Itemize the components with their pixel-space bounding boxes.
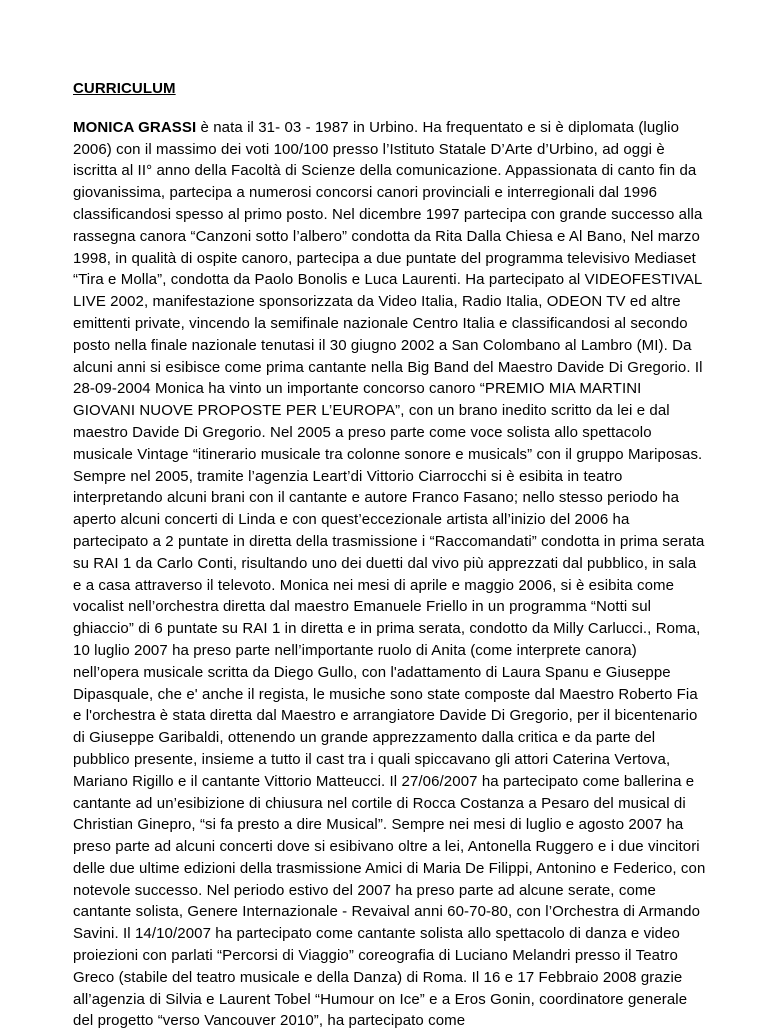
body-paragraph: è nata il 31- 03 - 1987 in Urbino. Ha frequentato e si è diplomata (luglio 2006) con il massimo dei voti 100/100 presso l’Istituto Statale D’Arte d’Urbino, ad oggi è iscritta al II° anno della Facoltà di Scienze della comunicazione. Appassionata di canto fin da giovanissima, partecipa a numerosi concorsi canori provinciali e interregionali dal 1996 classificandosi spesso al primo posto. Nel dicembre 1997 partecipa con grande successo alla rassegna canora “Canzoni sotto l’albero” condotta da Rita Dalla Chiesa e Al Bano, Nel marzo 1998, in qualità di ospite canoro, partecipa a due puntate del programma televisivo Mediaset “Tira e Molla”, condotta da Paolo Bonolis e Luca Laurenti. Ha partecipato al VIDEOFESTIVAL LIVE 2002, manifestazione sponsorizzata da Video Italia, Radio Italia, ODEON TV ed altre emittenti private, vincendo la semifinale nazionale Centro Italia e classificandosi al secondo posto nella finale nazionale tenutasi il 30 giugno 2002 a San Colombano al Lambro (MI). Da alcuni anni si esibisce come prima cantante nella Big Band del Maestro Davide Di Gregorio. Il 28-09-2004 Monica ha vinto un importante concorso canoro “PREMIO MIA MARTINI GIOVANI NUOVE PROPOSTE PER L’EUROPA”, con un brano inedito scritto da lei e dal maestro Davide Di Gregorio. Nel 2005 a preso parte come voce solista allo spettacolo musicale Vintage “itinerario musicale tra colonne sonore e musicals” con il gruppo Mariposas. Sempre nel 2005, tramite l’agenzia Leart’di Vittorio Ciarrocchi si è esibita in teatro interpretando alcuni brani con il cantante e autore Franco Fasano; nello stesso periodo ha aperto alcuni concerti di Linda e con quest’eccezionale artista all’inizio del 2006 ha partecipato a 2 puntate in diretta della trasmissione i “Raccomandati” condotta in prima serata su RAI 1 da Carlo Conti, risultando uno dei duetti dal vivo più apprezzati dal pubblico, in sala e a casa attraverso il televoto. Monica nei mesi di aprile e maggio 2006, si è esibita come vocalist nell’orchestra diretta dal maestro Emanuele Friello in un programma “Notti sul ghiaccio” di 6 puntate su RAI 1 in diretta e in prima serata, condotto da Milly Carlucci., Roma, 10 luglio 2007 ha preso parte nell’importante ruolo di Anita (come interprete canora) nell’opera musicale scritta da Diego Gullo, con l'adattamento di Laura Spanu e Giuseppe Dipasquale, che e' anche il regista, le musiche sono state composte dal Maestro Roberto Fia e l'orchestra è stata diretta dal Maestro e arrangiatore Davide Di Gregorio, per il bicentenario di Giuseppe Garibaldi, ottenendo un grande apprezzamento dalla critica e da parte del pubblico presente, insieme a tutto il cast tra i quali spiccavano gli attori Caterina Vertova, Mariano Rigillo e il cantante Vittorio Matteucci. Il 27/06/2007 ha partecipato come ballerina e cantante ad un’esibizione di chiusura nel cortile di Rocca Costanza a Pesaro del musical di Christian Ginepro, “si fa presto a dire Musical”. Sempre nei mesi di luglio e agosto 2007 ha preso parte ad alcuni concerti dove si esibivano oltre a lei, Antonella Ruggero e i due vincitori delle due ultime edizioni della trasmissione Amici di Maria De Filippi, Antonino e Federico, con notevole successo. Nel periodo estivo del 2007 ha preso parte ad alcune serate, come cantante solista, Genere Internazionale - Revaival anni 60-70-80, con l’Orchestra di Armando Savini. Il 14/10/2007 ha partecipato come cantante solista allo spettacolo di danza e video proiezioni con parlati “Percorsi di Viaggio” coreografia di Luciano Melandri presso il Teatro Greco (stabile del teatro musicale e della Danza) di Roma. Il 16 e 17 Febbraio 2008 grazie all’agenzia di Silvia e Laurent Tobel “Humour on Ice” e a Eros Gonin, coordinatore generale del progetto “verso Vancouver 2010”, ha partecipato come [73, 118, 706, 1030]
document-page [73, 78, 707, 1032]
document-body [73, 117, 707, 1032]
person-name: MONICA GRASSI [73, 118, 197, 136]
document-heading: CURRICULUM [73, 80, 176, 97]
